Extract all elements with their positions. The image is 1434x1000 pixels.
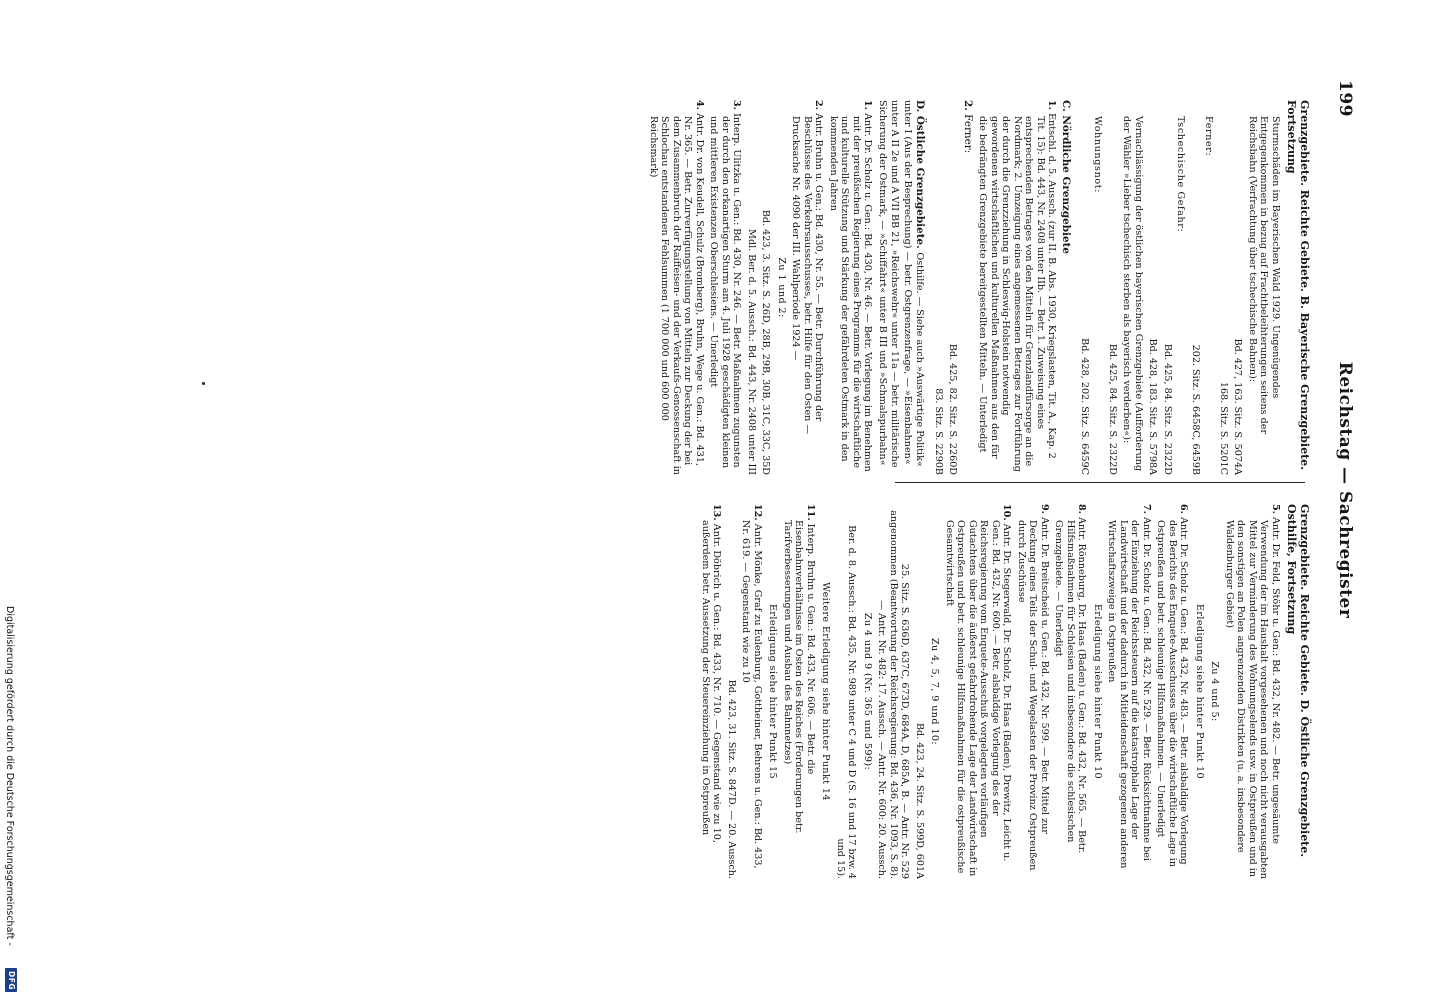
entry-number: 2. [813,100,825,111]
entry-c2 [961,100,973,475]
erledigung-note-1: Erledigung siehe hinter Punkt 10 [1194,604,1205,779]
wohnungsnot-ref: Bd. 428, 202. Sitz. S. 6459C [1079,338,1090,475]
zu-4-5-7-9-10-ref-1: Bd. 423, 24. Sitz. S. 599D, 601A [914,723,925,879]
entry-number: 1. [862,100,874,111]
running-head-title: Reichstag — Sachregister [1335,361,1355,619]
right-column [697,504,1312,879]
zu-1-2-label: Zu 1 und 2: [775,257,787,318]
entry-r12 [740,504,763,879]
dfg-logo [5,968,17,992]
zu-4-9-ref-2: Weitere Erledigung siehe hinter Punkt 14 [820,582,832,801]
entry-r10 [944,504,1013,879]
entry-r5 [1224,504,1282,879]
erledigung-note-3: Erledigung siehe hinter Punkt 15 [767,604,779,779]
entry-r11 [782,504,817,879]
entry-number: 11. [805,504,816,521]
vernachlaessigung-text: Vernachlässigung der östlichen bayerischen Grenzgebiete (Aufforderung der Wähler »Lieber tschechisch sterben als bayerisch verderben«): [1121,116,1144,472]
left-column [644,100,1311,475]
entry-number: 13. [711,504,723,521]
entry-number: 1. [1046,100,1058,111]
intro-text: Sturmschäden im Bayerischen Wald 1929. Ungenügendes Entgegenkommen in bezug auf Frachtbeleihterungen seitens der Reichsbahn (Verfrachtung über tschechische Bahnen): [1247,116,1281,435]
section-d-title: D. Östliche Grenzgebiete. [914,100,927,249]
entry-d3 [708,100,743,475]
entry-text: Antr. Bruhn u. Gen.: Bd. 430, Nr. 55. — Betr. Durchführung der Beschlüsse des Verkehrsausschusses, betr. Hilfe für den Osten — Drucksache Nr. 4090 der III. Wahlperiode 1924 — [790,113,825,434]
section-c-heading: C. Nördliche Grenzgebiete [1060,100,1073,255]
tschechische-ref-2: Bd. 428, 183. Sitz. S. 5798A [1147,338,1159,475]
entry-d2 [790,100,825,475]
section-d-heading [876,100,926,475]
scan-speck [202,382,205,385]
entry-text: Antr. Mönke, Graf zu Eulenburg, Gottheiner, Behrens u. Gen.: Bd. 433, Nr. 619. — Gegenstand wie zu 10 [740,520,763,869]
running-head [1331,80,1355,900]
entry-c2-ref-2: 83. Sitz. S. 2290B [932,388,944,475]
entry-r13 [700,504,723,879]
page-number: 199 [1335,80,1355,117]
entry-text: Antr. Döbrich u. Gen.: Bd. 433, Nr. 710. — Gegenstand wie zu 10, außerdem betr. Aussetzung der Steuereinziehung in Ostpreußen [700,520,723,843]
intro-ref-2: 168. Sitz. S. 5201C [1218,381,1229,475]
erledigung-note-2: Erledigung siehe hinter Punkt 10 [1092,604,1103,779]
scanned-page [110,80,1355,900]
digitization-credit: Digitalisierung gefördert durch die Deutsche Forschungsgemeinschaft - [4,606,15,946]
entry-text: Antr. Dr. von Keudell, Schulz (Bromberg), Bruhn, Wege u. Gen.: Bd. 431, Nr. 365. — Betr. Zurverfügungstellung von Mitteln zur Deckung der bei dem Zusammenbruch der Raiffeisen- und der Verkaufs-Genossenschaft in Schlochau entstandenen Fehlsummen (1 700 000 und 600 000 Reichsmark) [647,113,705,475]
entry-number: 2. [961,100,974,111]
entry-d4 [647,100,705,475]
wohnungsnot-label: Wohnungsnot: [1092,116,1104,194]
tschechische-ref-1: Bd. 425, 84. Sitz. S. 2322D [1162,343,1173,475]
entry-r7 [1106,504,1152,879]
zu-4-5-7-9-10-label: Zu 4, 5, 7, 9 und 10: [929,637,941,746]
dfg-logo-text: DFG [7,971,16,991]
column-divider [895,482,1305,483]
entry-text: Antr. Dr. Breitscheid u. Gen.: Bd. 432, Nr. 599. — Betr. Mittel zur Deckung eines Teils der Schul- und Wegelasten der Provinz Ostpreußen durch Zuschüsse [1016,517,1050,871]
right-column-heading: Grenzgebiete. Reichte Gebiete. D. Östliche Grenzgebiete. Osthilfe, Fortsetzung [1285,504,1311,858]
entry-text: Antr. Dr. Scholz u. Gen.: Bd. 432, Nr. 529. — Betr. Rücksichtnahme bei der Einziehung der Reichssteuern auf die katastrophale Lage der Landwirtschaft und der dadurch in Mitleidenschaft gezogenen anderen Wirtschaftszweige in Ostpreußen [1106,517,1152,869]
entry-number: 12. [752,504,763,521]
entry-c2-ref-1: Bd. 425, 82. Sitz. S. 2260D [947,343,959,475]
entry-text: Ferner: [961,114,974,154]
entry-number: 4. [693,100,705,111]
entry-r9 [1016,504,1051,879]
tschechische-label: Tschechische Gefahr: [1175,116,1187,233]
entry-number: 3. [731,100,743,111]
zu-4-9-ref: Ber. d. 8. Aussch.: Bd. 435, Nr. 989 unter C 4 und D (S. 16 und 17 bzw. 4 und 15). [835,525,858,879]
entry-r6 [1155,504,1190,879]
zu-1-2-ref: Bd. 423, 3. Sitz. S. 26D, 28B, 29B, 30B, 31C, 33C, 35D [760,209,772,475]
entry-r12-ref: Bd. 423, 31. Sitz. S. 847D. — 20. Aussch. [726,679,737,879]
entry-number: 7. [1141,504,1152,515]
left-column-heading: Grenzgebiete. Reichte Gebiete. B. Bayerische Grenzgebiete. Fortsetzung [1285,100,1311,471]
entry-number: 9. [1039,504,1050,515]
entry-number: 10. [1001,504,1013,521]
entry-number: 5. [1270,504,1281,515]
entry-text: Antr. Dr. Stegerwald, Dr. Scholz, Dr. Haas (Baden), Drewitz, Leicht u. Gen.: Bd. 432, Nr. 600. — Betr. alsbaldige Vorlegung des der Reichsregierung vom Enquete-Ausschuß vorgelegten vorläufigen Gutachtens über die äußerst gefahrdrohende Lage der Landwirtschaft in Ostpreußen und betr. schleunige Hilfsmaßnahmen für die ostpreußische Gesamtwirtschaft [944,520,1013,877]
entry-text: Antr. Dr. Scholz u. Gen.: Bd. 430, Nr. 46. — Betr. Vorlegung im Benehmen mit der preußischen Regierung eines Programms für die wirtschaftliche und kulturelle Stützung und Stärkung der gefährdeten Ostmark in den kommenden Jahren [827,113,874,472]
entry-text: Interp. Bruhn u. Gen.: Bd. 433, Nr. 606. — Betr. die Eisenbahnverhältnisse im Osten des Reiches (Forderungen betr. Tarifverbesserungen und Ausbau des Bahnnetzes) [782,520,816,834]
entry-c1 [977,100,1058,475]
entry-number: 6. [1178,504,1190,515]
ferner-ref: 202. Sitz. S. 6458C, 6459B [1190,344,1201,475]
entry-d1 [827,100,873,475]
entry-text: Interp. Ulitzka u. Gen.: Bd. 430, Nr. 246. — Betr. Maßnahmen zugunsten der durch den orkanartigen Sturm am 4. Juli 1928 geschädigten kleinen und mittleren Existenzen Oberschlesiens. — Unerledigt [708,113,743,469]
entry-r8 [1053,504,1088,879]
entry-text: Entschl. d. 5. Aussch. (zur II. B. Abs. 1930, Kriegslasten, Tit. A., Kap. 2 Tit. 15): Bd. 443, Nr. 2408 unter IIb. — Betr. 1. Zuweisung eines entsprechenden Betrages von den Mitteln für Grenzlandfürsorge an die Nordmark; 2. Umzeigung eines angemessenen Betrages zur Fortführung der durch die Grenzziehung in Schleswig-Holstein notwendig gewordenen wirtschaftlichen und kulturellen Maßnahmen aus den für die bedrängten Grenzgebiete bereitgestellten Mitteln. — Unterledigt [977,113,1058,472]
ferner-label: Ferner: [1203,116,1215,157]
section-d-intro: Osthilfe. — Siehe auch »Auswärtige Politik« unter I (Aus der Besprechung) — betr. Ostgrenzenfrage, — »Eisenbahnen« unter A II 2e und A VII BB 21, »Reichswehr« unter 11a — betr. militärische Sicherung der Ostmark, — »Schiffahrt« unter B III und »Schmalspurbahn« [876,100,926,468]
digitization-credit-strip [2,0,17,1000]
entry-text: Antr. Dr. Scholz u. Gen.: Bd. 432, Nr. 483. — Betr. alsbaldige Vorlegung des Berichts des Enquete-Ausschusses über die wirtschaftliche Lage in Ostpreußen und betr. schleunige Hilfsmaßnahmen. — Unerledigt [1155,517,1190,867]
zu-4-5-7-9-10-ref-2: 25. Sitz. S. 636D, 637C, 673D, 684A, D, 685A, B. — Antr. Nr. 529 angenommen (Beantwortung der Reichsregierung: Bd. 436, Nr. 1093, S. 8). — Antr. Nr. 482: 17. Aussch. — Antr. Nr. 600: 20. Aussch. [876,510,911,879]
vernachlaessigung-ref: Bd. 425, 84. Sitz. S. 2322D [1107,343,1118,475]
zu-4-9-label: Zu 4 und 9 (Nr. 365 und 599): [862,612,873,771]
zu-1-2-ref-2: Mdl. Ber. d. 5. Aussch.: Bd. 443, Nr. 2408 unter III [745,229,757,475]
entry-number: 8. [1076,504,1088,515]
zu-4-5-label: Zu 4 und 5: [1209,661,1221,722]
entry-text: Antr. Rönneburg, Dr. Haas (Baden) u. Gen.: Bd. 432, Nr. 565. — Betr. Hilfsmaßnahmen für Schlesien und insbesondere die schlesischen Grenzgebiete. — Unerledigt [1053,517,1088,854]
intro-ref: Bd. 427, 163. Sitz. S. 5074A [1232,338,1244,475]
entry-text: Antr. Dr. Feld, Stöhr u. Gen.: Bd. 432, Nr. 482. — Betr. ungesäumte Verwendung der im Haushalt vorgesehenen und noch nicht verausgabten Mittel zur Verminderung des Wohnungselends usw. in Ostpreußen und in den sonstigen an Polen angrenzenden Distrikten (u. a. insbesondere Waldenburger Gebiet) [1224,517,1281,879]
